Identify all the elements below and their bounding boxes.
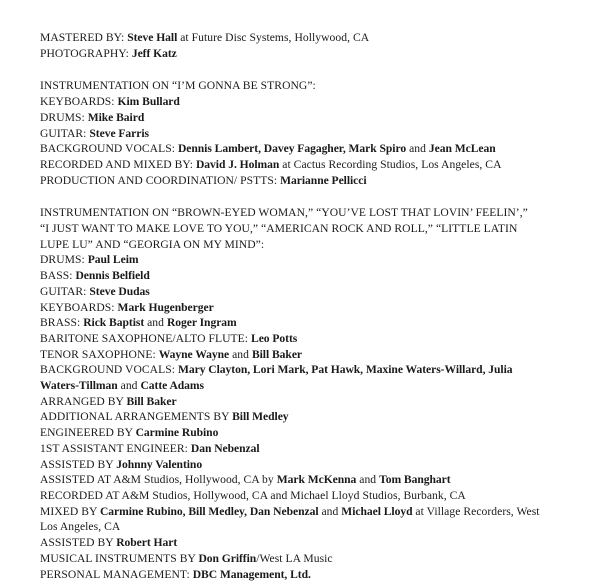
photography-name: Jeff Katz — [131, 46, 177, 60]
brown-drums-line — [40, 252, 580, 268]
strong-keyboards-line — [40, 94, 580, 110]
strong-heading: INSTRUMENTATION ON “I’M GONNA BE STRONG”: — [40, 79, 316, 93]
credit-name: Steve Dudas — [89, 284, 150, 298]
credit-role: ADDITIONAL ARRANGEMENTS BY — [40, 410, 230, 424]
credit-name: Roger Ingram — [166, 316, 237, 330]
credit-role: GUITAR: — [40, 284, 87, 298]
credit-name: Carmine Rubino, Bill Medley, Dan Nebenzal — [99, 504, 319, 518]
credit-name: Waters-Tillman — [40, 379, 118, 393]
mastered-by-role: MASTERED BY: — [40, 31, 125, 44]
credit-name: Kim Bullard — [117, 95, 180, 109]
credit-role: GUITAR: — [40, 126, 87, 140]
brown-management-line — [40, 567, 580, 583]
credit-conjunction: and — [117, 379, 141, 393]
credit-name: DBC Management, Ltd. — [192, 567, 311, 581]
credit-role: ASSISTED BY — [40, 457, 114, 471]
photography-role: PHOTOGRAPHY: — [40, 46, 129, 60]
credit-name: Bill Baker — [251, 347, 303, 361]
brown-assisted2-line — [40, 535, 580, 551]
credits-text — [40, 30, 580, 582]
credit-role: BACKGROUND VOCALS: — [40, 363, 175, 377]
mastering-section — [40, 30, 580, 61]
credit-name: Paul Leim — [87, 253, 139, 267]
credit-role: ASSISTED AT A&M Studios, Hollywood, CA by — [40, 473, 274, 487]
brown-assisted-line — [40, 457, 580, 473]
brown-heading-line1: INSTRUMENTATION ON “BROWN-EYED WOMAN,” “YOU’VE LOST THAT LOVIN’ FEELIN’,” — [40, 206, 528, 220]
credit-name: Mary Clayton, Lori Mark, Pat Hawk, Maxine Waters-Willard, Julia — [177, 363, 513, 377]
brown-mixed-line1 — [40, 504, 580, 520]
brown-brass-line — [40, 315, 580, 331]
brown-arranged-line — [40, 394, 580, 410]
credit-name: Mark McKenna — [276, 473, 357, 487]
credit-name: Tom Banghart — [379, 473, 451, 487]
credit-role: ARRANGED BY — [40, 394, 124, 408]
credit-name: David J. Holman — [195, 157, 280, 171]
credit-role: BASS: — [40, 269, 73, 283]
strong-recorded-line — [40, 157, 580, 173]
brown-instruments-line — [40, 551, 580, 567]
credit-role: BARITONE SAXOPHONE/ALTO FLUTE: — [40, 331, 249, 345]
brown-mixed-line2: Los Angeles, CA — [40, 520, 121, 534]
credit-conjunction: and — [318, 504, 342, 518]
brown-heading-line2: “I JUST WANT TO MAKE LOVE TO YOU,” “AMERICAN ROCK AND ROLL,” “LITTLE LATIN — [40, 222, 518, 236]
strong-drums-line — [40, 110, 580, 126]
credit-name: Mark Hugenberger — [117, 300, 214, 314]
photography-line — [40, 46, 580, 62]
section-gap — [40, 188, 580, 205]
brown-additional-arrangements-line — [40, 409, 580, 425]
credit-conjunction: and — [406, 142, 429, 156]
strong-production-line — [40, 173, 580, 189]
credit-role: 1ST ASSISTANT ENGINEER: — [40, 441, 188, 455]
brown-recorded-line: RECORDED AT A&M Studios, Hollywood, CA and Michael Lloyd Studios, Burbank, CA — [40, 488, 466, 502]
credit-name: Carmine Rubino — [135, 426, 219, 440]
brown-heading-line3: LUPE LU” AND “GEORGIA ON MY MIND”: — [40, 237, 265, 251]
credit-name: Rick Baptist — [83, 316, 145, 330]
credit-name: Mike Baird — [87, 110, 145, 124]
credit-conjunction: and — [229, 347, 252, 361]
credit-name: Robert Hart — [116, 536, 178, 550]
credit-role: MUSICAL INSTRUMENTS BY — [40, 551, 196, 565]
credit-role: PRODUCTION AND COORDINATION/ PSTTS: — [40, 173, 278, 187]
brown-baritone-line — [40, 331, 580, 347]
mastered-by-name: Steve Hall — [127, 31, 178, 44]
brown-guitar-line — [40, 284, 580, 300]
credit-name: Bill Baker — [126, 394, 177, 408]
brown-engineered-line — [40, 425, 580, 441]
section-gap — [40, 61, 580, 78]
credit-name: Dan Nebenzal — [190, 441, 260, 455]
mastered-by-location: at Future Disc Systems, Hollywood, CA — [177, 31, 370, 44]
credit-name: Marianne Pellicci — [280, 173, 367, 187]
credit-name: Steve Farris — [89, 126, 149, 140]
credit-name: Don Griffin — [198, 551, 257, 565]
credit-role: KEYBOARDS: — [40, 95, 115, 109]
credit-name: Dennis Lambert, Davey Fagagher, Mark Spiro — [177, 142, 407, 156]
credit-name: Jean McLean — [428, 142, 496, 156]
credit-conjunction: and — [356, 473, 380, 487]
credit-name: Leo Potts — [251, 331, 298, 345]
credit-role: BRASS: — [40, 316, 81, 330]
credit-name: Wayne Wayne — [158, 347, 230, 361]
credit-role: KEYBOARDS: — [40, 300, 115, 314]
brown-first-assistant-line — [40, 441, 580, 457]
credit-location: /West LA Music — [256, 551, 333, 565]
credit-name: Dennis Belfield — [75, 269, 150, 283]
brown-vocals-line2 — [40, 378, 580, 394]
brown-vocals-line1 — [40, 362, 580, 378]
brown-section — [40, 205, 580, 582]
credit-name: Bill Medley — [232, 410, 289, 424]
credit-role: RECORDED AND MIXED BY: — [40, 157, 194, 171]
strong-vocals-line — [40, 141, 580, 157]
brown-bass-line — [40, 268, 580, 284]
credit-location: at Village Recorders, West — [412, 504, 540, 518]
credit-role: MIXED BY — [40, 504, 97, 518]
brown-tenor-line — [40, 347, 580, 363]
credit-role: DRUMS: — [40, 110, 85, 124]
credit-role: PERSONAL MANAGEMENT: — [40, 567, 190, 581]
brown-keyboards-line — [40, 300, 580, 316]
brown-am-assisted-line — [40, 472, 580, 488]
credit-role: TENOR SAXOPHONE: — [40, 347, 156, 361]
credit-role: DRUMS: — [40, 253, 85, 267]
credit-role: BACKGROUND VOCALS: — [40, 142, 175, 156]
mastered-by-line — [40, 30, 580, 46]
credit-name: Catte Adams — [140, 379, 205, 393]
credit-name: Johnny Valentino — [116, 457, 203, 471]
strong-section — [40, 78, 580, 188]
credit-role: ENGINEERED BY — [40, 426, 133, 440]
strong-guitar-line — [40, 126, 580, 142]
credit-conjunction: and — [144, 316, 167, 330]
credit-name: Michael Lloyd — [341, 504, 413, 518]
credit-location: at Cactus Recording Studios, Los Angeles, CA — [279, 157, 502, 171]
credit-role: ASSISTED BY — [40, 536, 114, 550]
